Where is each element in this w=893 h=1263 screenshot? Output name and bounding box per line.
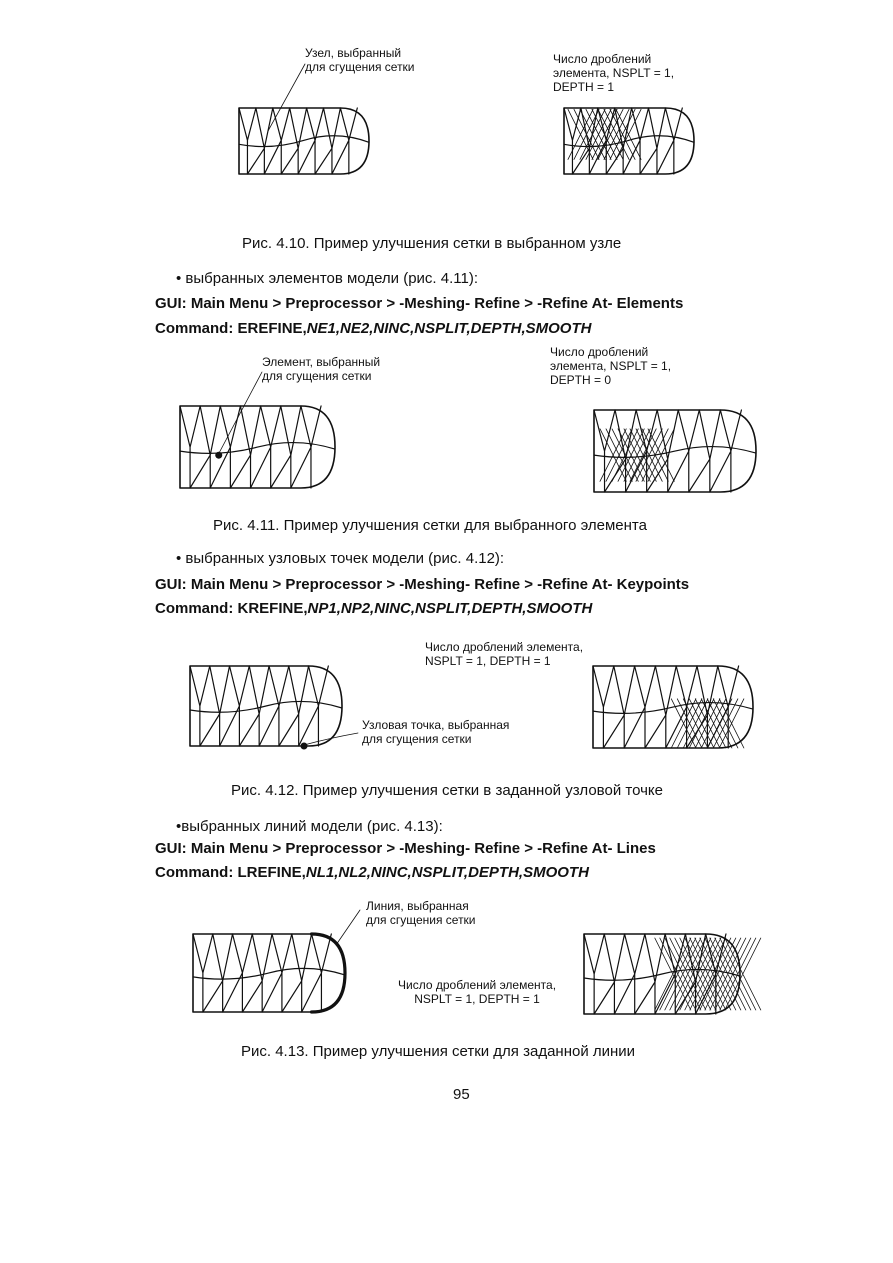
label-line: для сгущения сетки — [362, 732, 472, 746]
label-line: Число дроблений элемента, — [425, 640, 584, 654]
bullet-lines: •выбранных линий модели (рис. 4.13): — [176, 818, 443, 835]
label-line: элемента, NSPLT = 1, — [550, 359, 672, 373]
mesh-triangles — [584, 934, 726, 1014]
cmd-name: EREFINE, — [237, 320, 307, 337]
cmd-args: NP1,NP2,NINC,NSPLIT,DEPTH,SMOOTH — [307, 600, 593, 617]
label-line: для сгущения сетки — [305, 60, 415, 74]
cmd-prefix: Command: — [155, 864, 234, 881]
label-line: DEPTH = 0 — [550, 373, 612, 387]
gui-menu-path: Main Menu > Preprocessor > -Meshing- Refine > -Refine At- Keypoints — [190, 576, 690, 593]
bullet-keypoints: • выбранных узловых точек модели (рис. 4.12): — [176, 550, 505, 567]
bullet-elements: • выбранных элементов модели (рис. 4.11): — [176, 270, 479, 287]
fig412-caption: Рис. 4.12. Пример улучшения сетки в заданной узловой точке — [231, 782, 663, 799]
gui-menu-path: Main Menu > Preprocessor > -Meshing- Refine > -Refine At- Elements — [190, 295, 684, 312]
label-line: Число дроблений — [550, 345, 649, 359]
cmd-name: KREFINE, — [237, 600, 308, 617]
cmd-args: NE1,NE2,NINC,NSPLIT,DEPTH,SMOOTH — [306, 320, 592, 337]
gui-prefix: GUI: — [155, 295, 187, 312]
page-number: 95 — [453, 1086, 470, 1103]
label-line: Число дроблений — [553, 52, 652, 66]
label-line: Узел, выбранный — [305, 46, 402, 60]
fig411-caption: Рис. 4.11. Пример улучшения сетки для выбранного элемента — [213, 517, 647, 534]
gui-prefix: GUI: — [155, 840, 187, 857]
label-line: Элемент, выбранный — [262, 355, 381, 369]
label-line: Узловая точка, выбранная — [362, 718, 510, 732]
gui-menu-path: Main Menu > Preprocessor > -Meshing- Refine > -Refine At- Lines — [190, 840, 656, 857]
cmd-prefix: Command: — [155, 320, 234, 337]
label-line: элемента, NSPLT = 1, — [553, 66, 675, 80]
cmd-prefix: Command: — [155, 600, 234, 617]
label-line: Число дроблений элемента, — [398, 978, 557, 992]
mesh-triangles — [193, 934, 331, 1012]
cmd-name: LREFINE, — [237, 864, 306, 881]
label-line: DEPTH = 1 — [553, 80, 615, 94]
label-line: Линия, выбранная — [366, 899, 469, 913]
fig410-caption: Рис. 4.10. Пример улучшения сетки в выбранном узле — [242, 235, 622, 252]
fig413-caption: Рис. 4.13. Пример улучшения сетки для заданной линии — [241, 1043, 636, 1060]
label-line: NSPLT = 1, DEPTH = 1 — [414, 992, 540, 1006]
label-line: для сгущения сетки — [262, 369, 372, 383]
fig413-mesh-refined — [584, 934, 740, 1014]
gui-prefix: GUI: — [155, 576, 187, 593]
label-line: NSPLT = 1, DEPTH = 1 — [425, 654, 551, 668]
label-line: для сгущения сетки — [366, 913, 476, 927]
cmd-args: NL1,NL2,NINC,NSPLIT,DEPTH,SMOOTH — [305, 864, 589, 881]
fig413-mesh-original — [193, 934, 345, 1012]
